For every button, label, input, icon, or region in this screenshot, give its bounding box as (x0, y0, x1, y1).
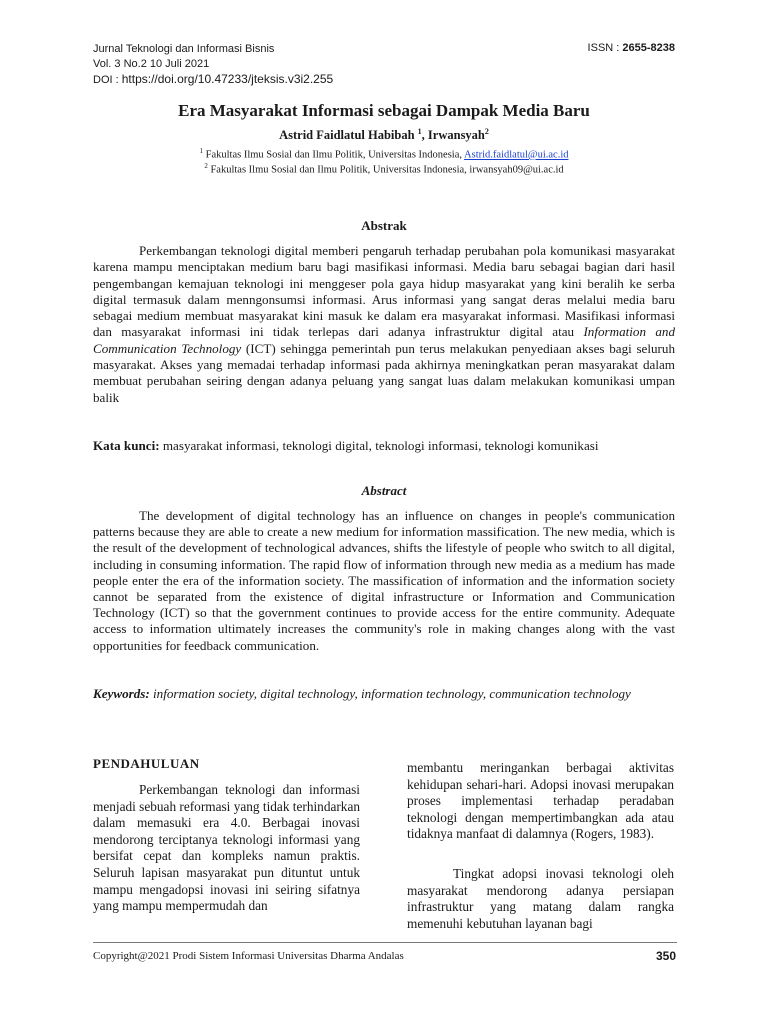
abstrak-text-italic: Information and Communication Technology (93, 324, 675, 356)
footer-divider (93, 942, 677, 943)
issn (588, 42, 675, 54)
author-1-email-link[interactable]: Astrid.faidlatul@ui.ac.id (464, 149, 569, 161)
abstract-heading: Abstract (361, 483, 407, 498)
doi-link[interactable]: https://doi.org/10.47233/jteksis.v3i2.255 (121, 72, 334, 86)
footer-copyright: Copyright@2021 Prodi Sistem Informasi Universitas Dharma Andalas (93, 950, 404, 962)
page-number: 350 (655, 949, 676, 963)
affiliation-2-sup: 2 (204, 162, 208, 170)
journal-volume: Vol. 3 No.2 10 Juli 2021 (93, 58, 210, 70)
kata-kunci-text: masyarakat informasi, teknologi digital, teknologi informasi, teknologi komunikasi (159, 438, 599, 453)
author-separator: , (421, 128, 428, 143)
author-1: Astrid Faidlatul Habibah (279, 128, 415, 143)
author-1-sup: 1 (417, 127, 422, 136)
kata-kunci (93, 438, 675, 455)
affiliation-2-text: Fakultas Ilmu Sosial dan Ilmu Politik, Universitas Indonesia, irwansyah09@ui.ac.id (207, 164, 564, 176)
affiliation-1-text: Fakultas Ilmu Sosial dan Ilmu Politik, Universitas Indonesia, (203, 149, 465, 161)
intro-left-paragraph: Perkembangan teknologi dan informasi menjadi sebuah reformasi yang tidak terhindarkan dalam memasuki era 4.0. Berbagai inovasi mendorong terciptanya teknologi informasi yang bersifat cepat dan kompleks namun praktis. Seluruh lapisan masyarakat pun dituntut untuk mampu mengadopsi inovasi ini seiring sifatnya yang mampu mempermudah dan (93, 782, 360, 914)
kata-kunci-label: Kata kunci: (93, 438, 160, 453)
paper-title: Era Masyarakat Informasi sebagai Dampak Media Baru (178, 101, 590, 120)
abstrak-heading: Abstrak (361, 218, 407, 233)
journal-header (93, 42, 333, 88)
keywords (93, 686, 675, 703)
author-line (0, 127, 768, 143)
abstrak-text-1: Perkembangan teknologi digital memberi pengaruh terhadap perubahan pola komunikasi masyarakat karena mampu menciptakan medium baru bagi masifikasi informasi. Media baru sebagai bagian dari hasil pengembangan kemajuan teknologi ini menggeser pola gaya hidup masyarakat yang kini beralih ke serba digital termasuk dalam menngonsumsi informasi. Arus informasi yang sangat deras melalui media baru sebagai medium membuat masyarakat kini masuk ke dalam era masyarakat informasi. Masifikasi informasi dan masyarakat informasi ini tidak terlepas dari adanya infrastruktur digital atau (93, 243, 675, 340)
affiliation-1 (0, 147, 768, 161)
doi-label: DOI : (93, 74, 122, 86)
affiliation-1-sup: 1 (199, 147, 204, 155)
issn-value: 2655-8238 (622, 42, 675, 54)
intro-right-paragraph-2: Tingkat adopsi inovasi teknologi oleh masyarakat mendorong adanya persiapan infrastruktur yang matang dalam rangka memenuhi kebutuhan layanan bagi (407, 866, 674, 931)
affiliation-2 (0, 162, 768, 176)
intro-right-paragraph-1: membantu meringankan berbagai aktivitas kehidupan sehari-hari. Adopsi inovasi merupakan proses implementasi terhadap peradaban teknologi dengan mempertimbangkan ada atau tidaknya manfaat di dalamnya (Rogers, 1983). (407, 760, 674, 842)
issn-label: ISSN : (587, 42, 623, 54)
keywords-label: Keywords: (93, 686, 150, 701)
abstrak-body (93, 243, 675, 406)
section-heading-pendahuluan: PENDAHULUAN (93, 756, 200, 771)
author-2: Irwansyah (427, 128, 485, 143)
doi-line (93, 72, 333, 88)
author-2-sup: 2 (484, 127, 489, 136)
abstract-body: The development of digital technology has an influence on changes in people's communication patterns because they are able to create a new medium for information massification. The new media, which is the result of the development of technological advances, shifts the lifestyle of people who switch to all digital, including in consuming information. The rapid flow of information through new media as a medium has made people enter the era of the information society. The massification of information and the information society cannot be separated from the existence of digital infrastructure or Information and Communication Technology (ICT) so that the government continues to provide access for the entire community. Adequate access to information ultimately increases the community's role in making changes along with the vast opportunities for feedback communication. (93, 508, 675, 653)
keywords-text: information society, digital technology, information technology, communication technology (149, 686, 631, 701)
journal-name: Jurnal Teknologi dan Informasi Bisnis (93, 43, 275, 55)
abstrak-text-2: (ICT) sehingga pemerintah pun terus melakukan penyediaan akses bagi seluruh masyarakat. Akses yang memadai terhadap informasi pada akhirnya meningkatkan peran masyarakat dalam membuat perubahan seiring dengan adanya peluang yang sangat luas dalam melakukan komunikasi umpan balik (93, 340, 675, 405)
